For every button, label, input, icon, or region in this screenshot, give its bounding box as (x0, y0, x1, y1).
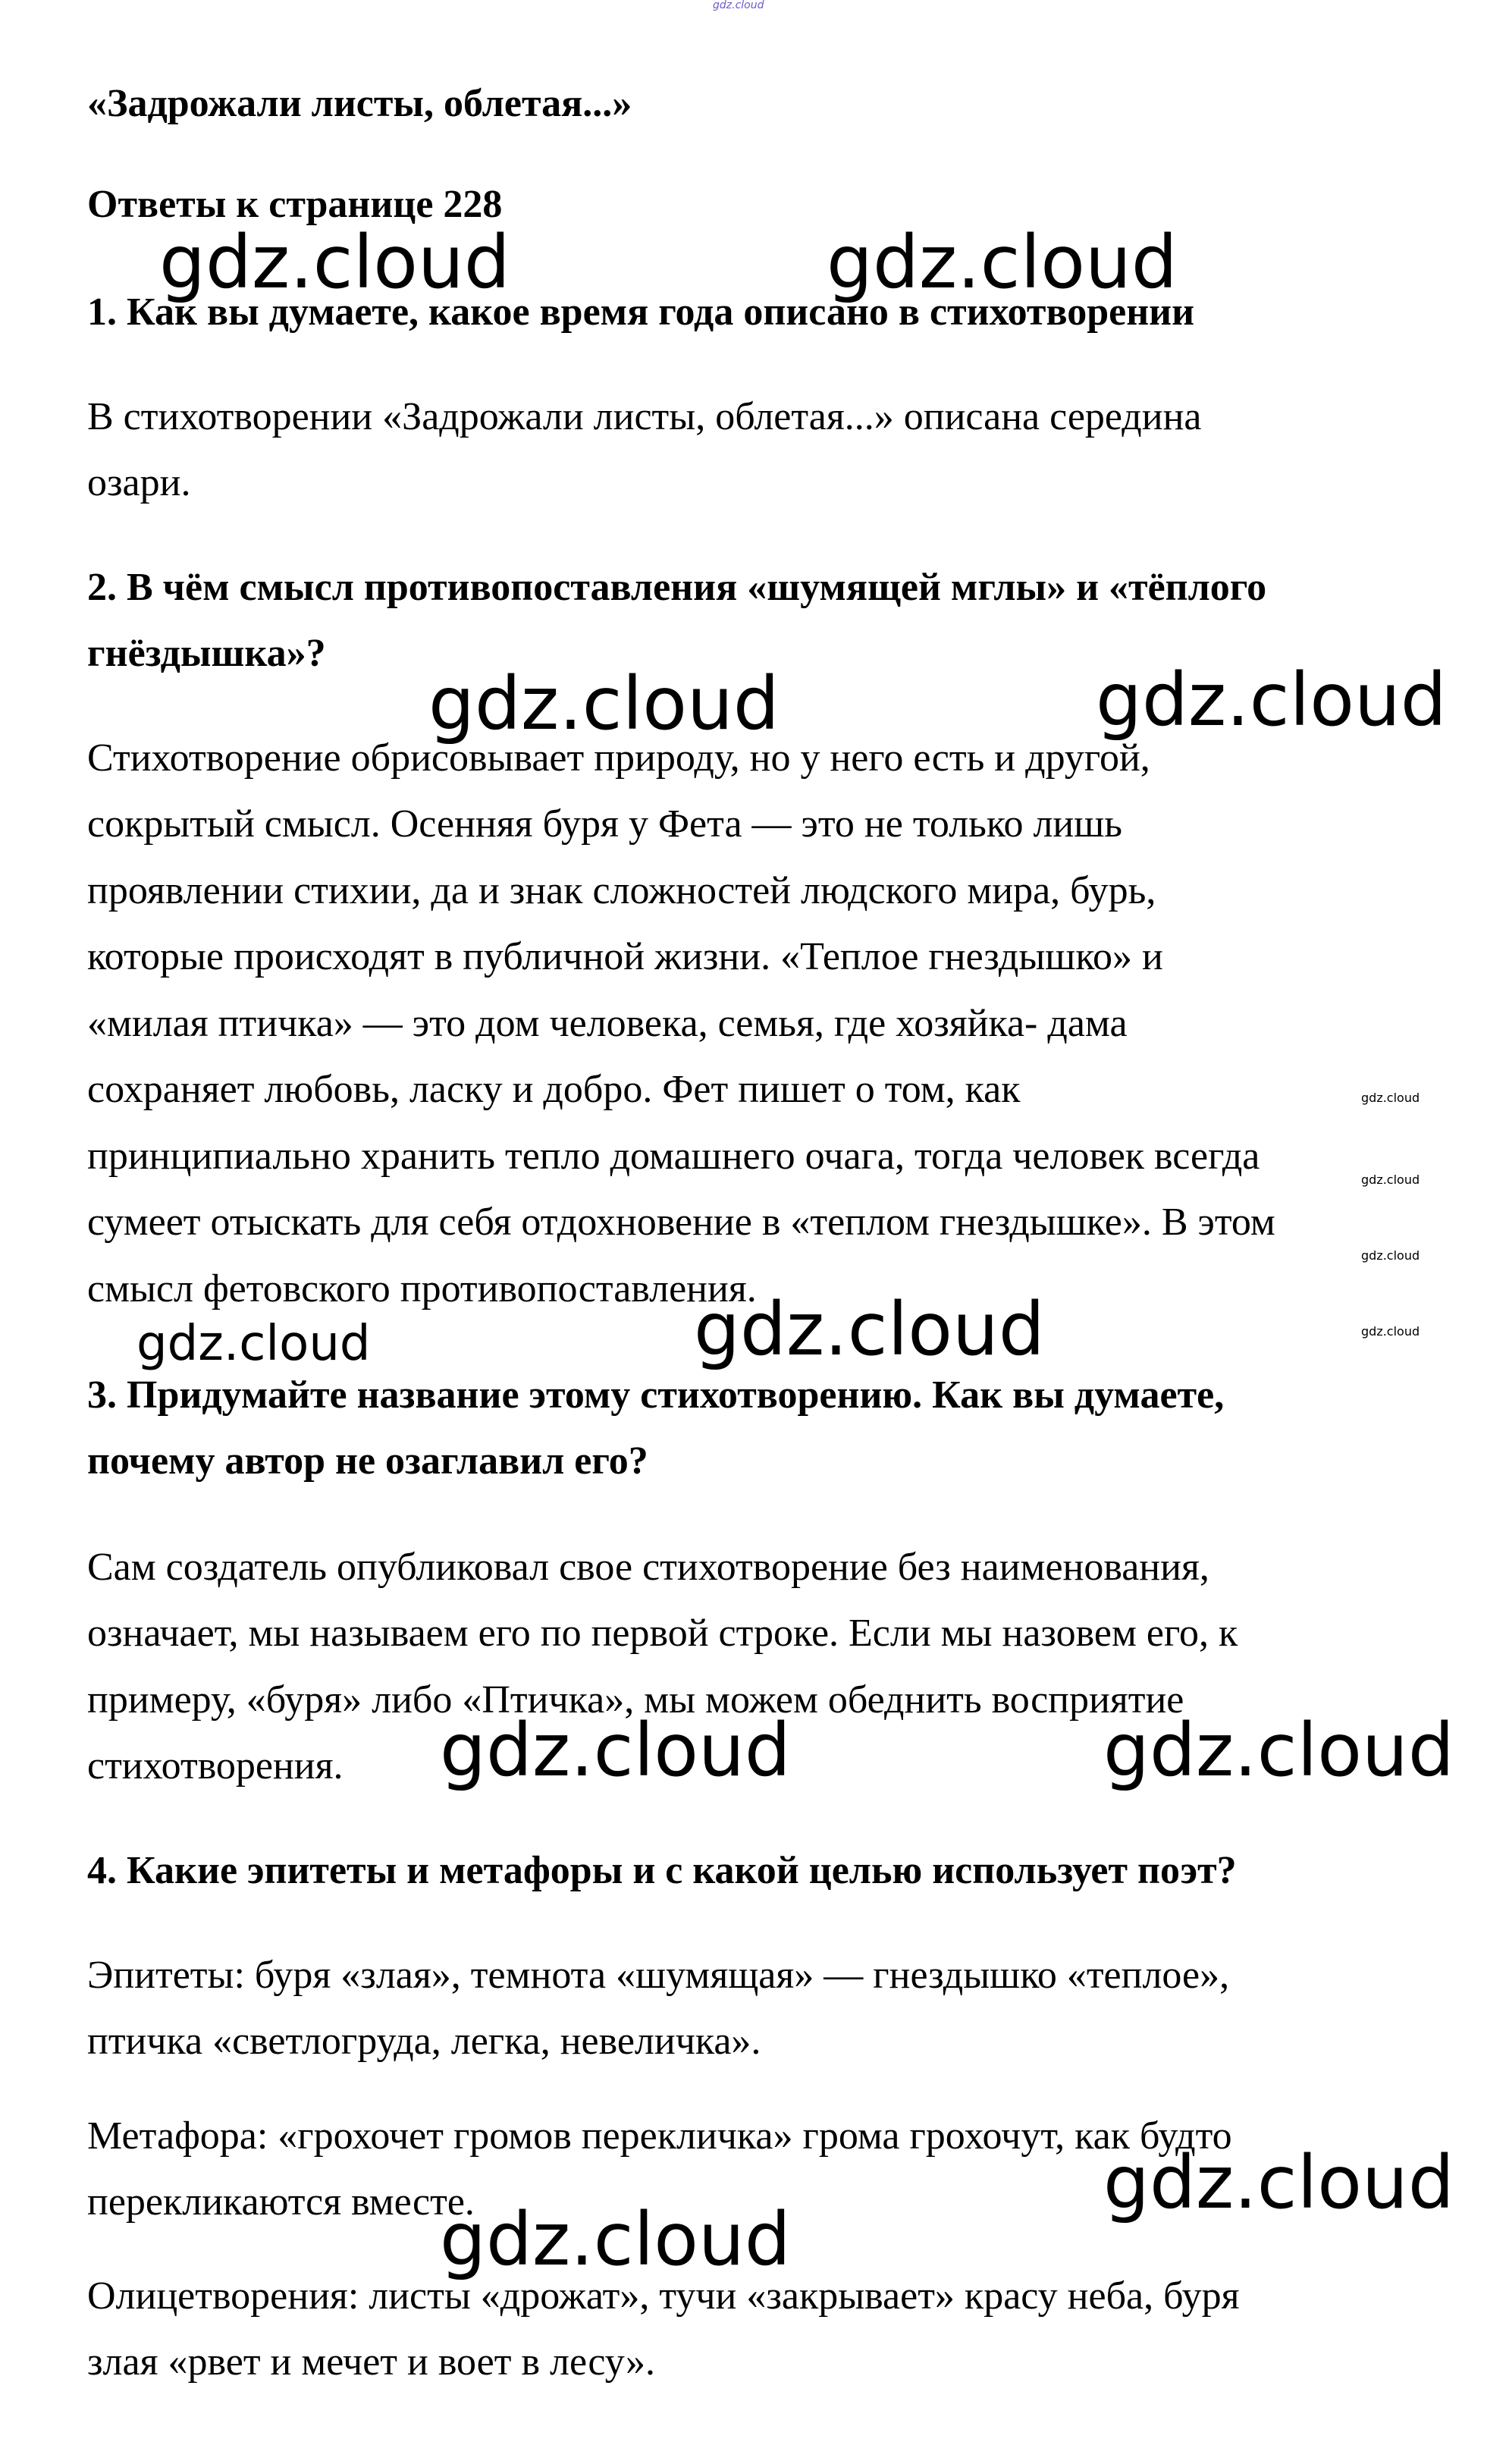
watermark: gdz.cloud (1103, 2140, 1454, 2225)
answer-4a-line-1: Эпитеты: буря «злая», темнота «шумящая» — гнездышко «теплое», (87, 1954, 1230, 1997)
watermark: gdz.cloud (159, 220, 510, 305)
answer-2-line-7: принципиально хранить тепло домашнего очага, тогда человек всегда (87, 1135, 1260, 1178)
answer-3-line-1: Сам создатель опубликовал свое стихотворение без наименования, (87, 1546, 1209, 1589)
answer-1-line-1: В стихотворении «Задрожали листы, облетая...» описана середина (87, 395, 1202, 438)
watermark: gdz.cloud (1361, 1091, 1420, 1105)
watermark: gdz.cloud (1103, 1708, 1454, 1793)
answer-2-line-3: проявлении стихии, да и знак сложностей людского мира, бурь, (87, 869, 1156, 912)
answer-4c-line-1: Олицетворения: листы «дрожат», тучи «закрывает» красу неба, буря (87, 2274, 1240, 2318)
answer-4a-line-2: птичка «светлогруда, легка, невеличка». (87, 2020, 761, 2063)
answer-2-line-9: смысл фетовского противопоставления. (87, 1267, 757, 1310)
watermark: gdz.cloud (1361, 1172, 1420, 1187)
answer-2-line-6: сохраняет любовь, ласку и добро. Фет пишет о том, как (87, 1068, 1021, 1111)
answer-3-line-2: означает, мы называем его по первой строке. Если мы назовем его, к (87, 1612, 1238, 1655)
answer-1-line-2: озари. (87, 461, 191, 504)
question-3-line-1: 3. Придумайте название этому стихотворению. Как вы думаете, (87, 1373, 1225, 1417)
question-3-line-2: почему автор не озаглавил его? (87, 1439, 648, 1483)
page-subtitle: Ответы к странице 228 (87, 183, 503, 226)
document-title: «Задрожали листы, облетая...» (87, 82, 632, 125)
watermark: gdz.cloud (440, 2197, 791, 2282)
answer-4b-line-1: Метафора: «грохочет громов перекличка» грома грохочут, как будто (87, 2114, 1232, 2158)
question-4: 4. Какие эпитеты и метафоры и с какой целью использует поэт? (87, 1849, 1237, 1892)
answer-3-line-3: примеру, «буря» либо «Птичка», мы можем обеднить восприятие (87, 1678, 1184, 1722)
answer-2-line-8: сумеет отыскать для себя отдохновение в «теплом гнездышке». В этом (87, 1201, 1275, 1244)
watermark: gdz.cloud (694, 1287, 1045, 1372)
question-2-line-1: 2. В чём смысл противопоставления «шумящей мглы» и «тёплого (87, 566, 1267, 609)
answer-2-line-1: Стихотворение обрисовывает природу, но у него есть и другой, (87, 736, 1150, 780)
watermark: gdz.cloud (428, 661, 780, 746)
answer-2-line-2: сокрытый смысл. Осенняя буря у Фета — это не только лишь (87, 802, 1122, 846)
watermark: gdz.cloud (1361, 1324, 1420, 1339)
answer-4b-line-2: перекликаются вместе. (87, 2180, 475, 2224)
watermark: gdz.cloud (1096, 658, 1447, 742)
watermark: gdz.cloud (827, 220, 1178, 305)
answer-4c-line-2: злая «рвет и мечет и воет в лесу». (87, 2340, 656, 2384)
watermark: gdz.cloud (1361, 1248, 1420, 1263)
answer-2-line-5: «милая птичка» — это дом человека, семья, где хозяйка- дама (87, 1002, 1128, 1045)
watermark-top: gdz.cloud (713, 0, 764, 11)
question-1: 1. Как вы думаете, какое время года описано в стихотворении (87, 290, 1195, 334)
answer-2-line-4: которые происходят в публичной жизни. «Теплое гнездышко» и (87, 935, 1163, 978)
question-2-line-2: гнёздышка»? (87, 632, 326, 675)
watermark: gdz.cloud (136, 1316, 371, 1372)
watermark: gdz.cloud (440, 1708, 791, 1793)
answer-3-line-4: стихотворения. (87, 1744, 344, 1788)
